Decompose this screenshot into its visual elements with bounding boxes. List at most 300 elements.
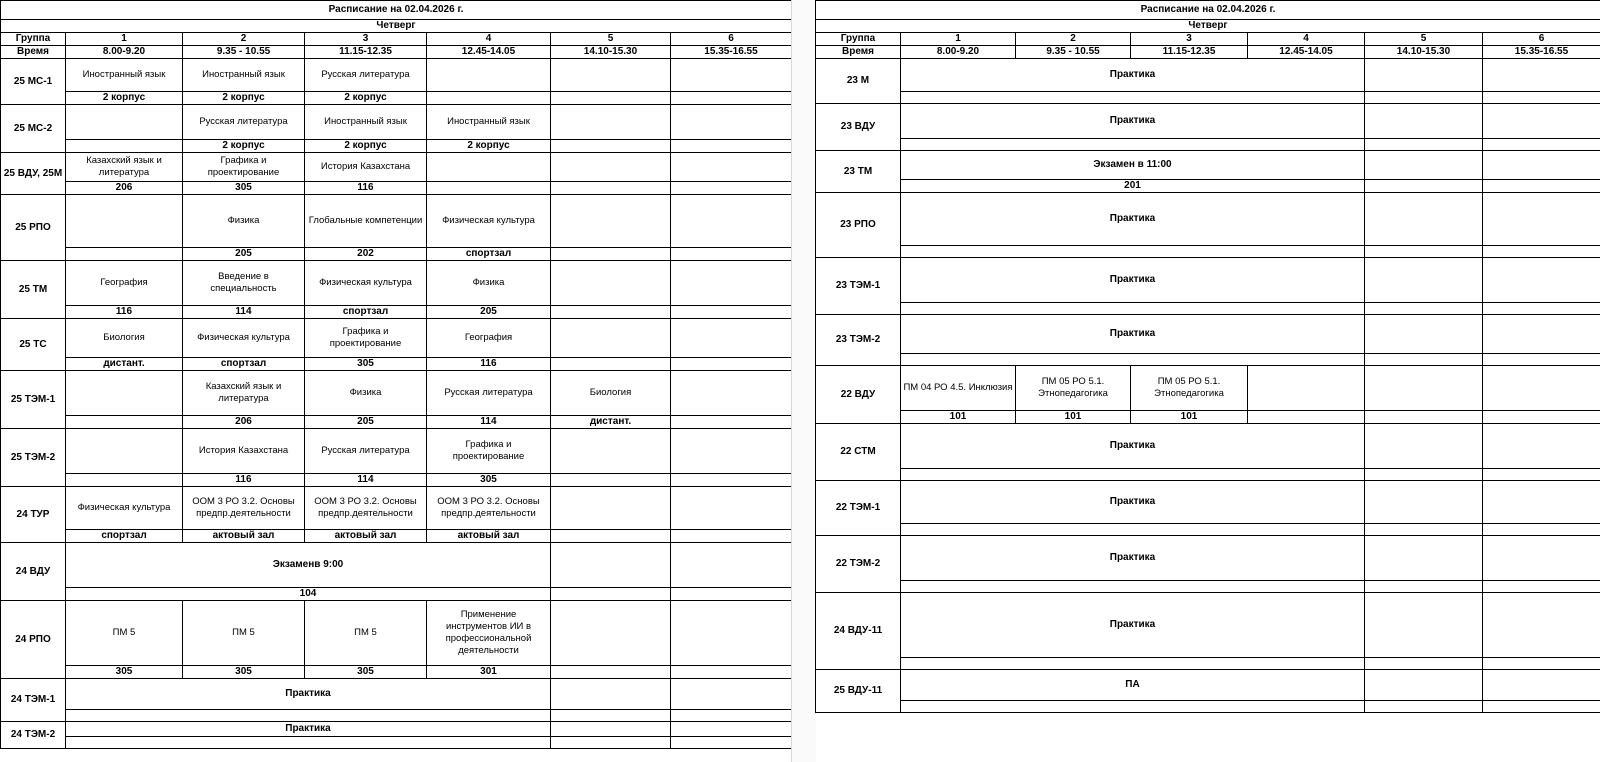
lesson-cell[interactable] [671, 679, 792, 710]
lesson-cell[interactable] [551, 195, 671, 248]
lesson-cell[interactable] [1365, 258, 1483, 303]
room-cell[interactable]: 305 [183, 182, 305, 195]
sheet-title[interactable]: Расписание на 02.04.2026 г. [1, 1, 792, 20]
lesson-cell[interactable] [427, 59, 551, 92]
merged-room-cell[interactable] [901, 581, 1365, 593]
merged-room-cell[interactable] [901, 354, 1365, 366]
lesson-cell[interactable]: Иностранный язык [305, 105, 427, 140]
group-cell[interactable]: 24 ТЭМ-1 [1, 679, 66, 722]
room-cell[interactable]: 206 [66, 182, 183, 195]
room-cell[interactable]: дистант. [66, 358, 183, 371]
lesson-cell[interactable] [1483, 104, 1600, 139]
room-cell[interactable]: 2 корпус [183, 92, 305, 105]
lesson-cell[interactable]: Русская литература [305, 429, 427, 474]
room-cell[interactable]: 116 [305, 182, 427, 195]
room-cell[interactable]: актовый зал [305, 530, 427, 543]
room-cell[interactable]: 2 корпус [305, 92, 427, 105]
room-cell[interactable] [671, 248, 792, 261]
lesson-cell[interactable]: География [66, 261, 183, 306]
room-cell[interactable]: 205 [183, 248, 305, 261]
schedule-row [816, 258, 1600, 303]
schedule-row [816, 670, 1600, 701]
pair-number-cell[interactable]: 1 [66, 33, 183, 46]
room-row [816, 581, 1600, 593]
schedule-row [816, 315, 1600, 354]
group-cell[interactable]: 25 ТС [1, 319, 66, 371]
room-cell[interactable] [551, 737, 671, 749]
lesson-cell[interactable] [551, 261, 671, 306]
merged-room-cell[interactable] [901, 246, 1365, 258]
room-cell[interactable] [551, 306, 671, 319]
room-row [1, 737, 792, 749]
room-cell[interactable]: 114 [183, 306, 305, 319]
merged-lesson-cell[interactable]: Практика [901, 593, 1365, 658]
time-cell[interactable]: 9.35 - 10.55 [183, 46, 305, 59]
merged-room-cell[interactable]: 201 [901, 180, 1365, 193]
room-row [816, 701, 1600, 713]
schedule-row [1, 543, 792, 588]
room-cell[interactable] [551, 92, 671, 105]
merged-lesson-cell[interactable]: Практика [66, 679, 551, 710]
room-cell[interactable] [551, 710, 671, 722]
lesson-cell[interactable] [66, 371, 183, 416]
lesson-cell[interactable] [1365, 366, 1483, 411]
merged-lesson-cell[interactable]: Практика [901, 193, 1365, 246]
day-header[interactable]: Четверг [1, 20, 792, 33]
group-cell[interactable]: 23 М [816, 59, 901, 104]
lesson-cell[interactable] [1483, 424, 1600, 469]
room-cell[interactable]: 2 корпус [305, 140, 427, 153]
room-cell[interactable] [671, 588, 792, 601]
room-cell[interactable] [551, 530, 671, 543]
merged-room-cell[interactable] [901, 92, 1365, 104]
lesson-cell[interactable]: Применение инструментов ИИ в профессиональной деятельности [427, 601, 551, 666]
lesson-cell[interactable]: ПМ 04 РО 4.5. Инклюзия [901, 366, 1016, 411]
room-cell[interactable]: 305 [427, 474, 551, 487]
room-cell[interactable]: 2 корпус [66, 92, 183, 105]
room-cell[interactable] [551, 666, 671, 679]
pair-number-cell[interactable]: 2 [1016, 33, 1131, 46]
group-header[interactable]: Группа [816, 33, 901, 46]
lesson-cell[interactable] [1483, 536, 1600, 581]
time-header[interactable]: Время [1, 46, 66, 59]
lesson-cell[interactable] [1483, 366, 1600, 411]
time-cell[interactable]: 8.00-9.20 [66, 46, 183, 59]
lesson-cell[interactable] [1483, 193, 1600, 246]
lesson-cell[interactable] [1248, 366, 1365, 411]
room-cell[interactable] [1483, 92, 1600, 104]
room-cell[interactable]: 116 [66, 306, 183, 319]
room-cell[interactable] [1483, 411, 1600, 424]
group-cell[interactable]: 23 ТЭМ-1 [816, 258, 901, 315]
schedule-row [1, 195, 792, 248]
lesson-cell[interactable]: ООМ 3 РО 3.2. Основы предпр.деятельности [427, 487, 551, 530]
lesson-cell[interactable]: Физика [427, 261, 551, 306]
pair-number-cell[interactable]: 6 [1483, 33, 1600, 46]
schedule-row [816, 59, 1600, 92]
lesson-cell[interactable]: Графика и проектирование [427, 429, 551, 474]
lesson-cell[interactable] [1365, 59, 1483, 92]
group-cell[interactable]: 24 ВДУ-11 [816, 593, 901, 670]
lesson-cell[interactable]: История Казахстана [305, 153, 427, 182]
room-cell[interactable]: 301 [427, 666, 551, 679]
room-cell[interactable] [1365, 92, 1483, 104]
group-cell[interactable]: 22 ТЭМ-1 [816, 481, 901, 536]
group-cell[interactable]: 25 ТМ [1, 261, 66, 319]
room-cell[interactable] [671, 358, 792, 371]
room-cell[interactable] [671, 737, 792, 749]
schedule-table [0, 0, 792, 749]
merged-lesson-cell[interactable]: Экзамен в 11:00 [901, 151, 1365, 180]
room-cell[interactable]: дистант. [551, 416, 671, 429]
lesson-cell[interactable] [671, 59, 792, 92]
lesson-cell[interactable]: ПМ 5 [305, 601, 427, 666]
room-cell[interactable] [671, 92, 792, 105]
pair-number-cell[interactable]: 5 [551, 33, 671, 46]
lesson-cell[interactable]: Биология [66, 319, 183, 358]
lesson-cell[interactable] [1365, 193, 1483, 246]
lesson-cell[interactable] [1365, 536, 1483, 581]
room-cell[interactable] [671, 530, 792, 543]
group-cell[interactable]: 24 РПО [1, 601, 66, 679]
room-cell[interactable] [1365, 469, 1483, 481]
lesson-cell[interactable] [671, 543, 792, 588]
merged-room-cell[interactable] [901, 139, 1365, 151]
room-cell[interactable]: 202 [305, 248, 427, 261]
room-row [816, 303, 1600, 315]
pair-number-cell[interactable]: 4 [1248, 33, 1365, 46]
group-cell[interactable]: 24 ВДУ [1, 543, 66, 601]
room-row [1, 248, 792, 261]
pair-number-cell[interactable]: 4 [427, 33, 551, 46]
room-cell[interactable] [1483, 469, 1600, 481]
lesson-cell[interactable]: ПМ 5 [183, 601, 305, 666]
room-row [816, 658, 1600, 670]
group-header[interactable]: Группа [1, 33, 66, 46]
room-cell[interactable] [1365, 180, 1483, 193]
group-cell[interactable]: 25 ТЭМ-1 [1, 371, 66, 429]
merged-room-cell[interactable] [66, 710, 551, 722]
lesson-cell[interactable]: Иностранный язык [183, 59, 305, 92]
room-cell[interactable]: актовый зал [427, 530, 551, 543]
pair-number-cell[interactable]: 3 [305, 33, 427, 46]
time-cell[interactable]: 11.15-12.35 [1131, 46, 1248, 59]
lesson-cell[interactable] [1483, 481, 1600, 524]
room-cell[interactable] [671, 306, 792, 319]
schedule-row [1, 371, 792, 416]
group-cell[interactable]: 25 ВДУ, 25М [1, 153, 66, 195]
group-cell[interactable]: 25 МС-2 [1, 105, 66, 153]
sheet-title[interactable]: Расписание на 02.04.2026 г. [816, 1, 1600, 20]
merged-lesson-cell[interactable]: Практика [901, 315, 1365, 354]
lesson-cell[interactable]: Русская литература [427, 371, 551, 416]
lesson-cell[interactable] [551, 601, 671, 666]
time-cell[interactable]: 12.45-14.05 [1248, 46, 1365, 59]
room-cell[interactable] [66, 474, 183, 487]
lesson-cell[interactable] [1483, 258, 1600, 303]
room-row [1, 358, 792, 371]
lesson-cell[interactable]: Иностранный язык [66, 59, 183, 92]
group-cell[interactable]: 23 ТМ [816, 151, 901, 193]
lesson-cell[interactable]: Казахский язык и литература [66, 153, 183, 182]
room-cell[interactable] [671, 474, 792, 487]
pair-number-cell[interactable]: 3 [1131, 33, 1248, 46]
room-cell[interactable]: 206 [183, 416, 305, 429]
room-cell[interactable] [427, 182, 551, 195]
lesson-cell[interactable]: Физическая культура [427, 195, 551, 248]
merged-room-cell[interactable] [901, 658, 1365, 670]
room-cell[interactable]: 101 [1016, 411, 1131, 424]
time-cell[interactable]: 14.10-15.30 [551, 46, 671, 59]
lesson-cell[interactable] [671, 105, 792, 140]
room-cell[interactable] [1483, 354, 1600, 366]
lesson-cell[interactable] [671, 429, 792, 474]
lesson-cell[interactable] [551, 487, 671, 530]
title-row [1, 1, 792, 20]
room-cell[interactable]: 305 [183, 666, 305, 679]
lesson-cell[interactable]: ООМ 3 РО 3.2. Основы предпр.деятельности [183, 487, 305, 530]
room-cell[interactable] [1483, 701, 1600, 713]
group-cell[interactable]: 25 ВДУ-11 [816, 670, 901, 713]
room-cell[interactable] [551, 182, 671, 195]
lesson-cell[interactable]: Физическая культура [183, 319, 305, 358]
lesson-cell[interactable]: Физика [183, 195, 305, 248]
merged-lesson-cell[interactable]: Практика [66, 722, 551, 737]
room-cell[interactable]: спортзал [183, 358, 305, 371]
room-cell[interactable]: 2 корпус [427, 140, 551, 153]
room-cell[interactable] [1483, 658, 1600, 670]
room-cell[interactable] [1483, 246, 1600, 258]
merged-room-cell[interactable] [901, 524, 1365, 536]
lesson-cell[interactable]: История Казахстана [183, 429, 305, 474]
lesson-cell[interactable] [1483, 151, 1600, 180]
room-cell[interactable]: 116 [183, 474, 305, 487]
group-cell[interactable]: 22 ТЭМ-2 [816, 536, 901, 593]
group-cell[interactable]: 25 ТЭМ-2 [1, 429, 66, 487]
lesson-cell[interactable] [1365, 670, 1483, 701]
time-cell[interactable]: 14.10-15.30 [1365, 46, 1483, 59]
time-cell[interactable]: 15.35-16.55 [671, 46, 792, 59]
lesson-cell[interactable] [551, 722, 671, 737]
room-cell[interactable]: 114 [427, 416, 551, 429]
merged-room-cell[interactable] [66, 737, 551, 749]
lesson-cell[interactable] [551, 679, 671, 710]
room-cell[interactable] [1365, 139, 1483, 151]
room-cell[interactable] [671, 416, 792, 429]
room-cell[interactable] [1365, 354, 1483, 366]
room-cell[interactable]: спортзал [427, 248, 551, 261]
lesson-cell[interactable]: Русская литература [183, 105, 305, 140]
room-cell[interactable] [1365, 524, 1483, 536]
lesson-cell[interactable] [1483, 670, 1600, 701]
room-cell[interactable] [1248, 411, 1365, 424]
room-cell[interactable] [1483, 180, 1600, 193]
merged-lesson-cell[interactable]: Практика [901, 59, 1365, 92]
lesson-cell[interactable] [1365, 151, 1483, 180]
group-cell[interactable]: 24 ТУР [1, 487, 66, 543]
merged-lesson-cell[interactable]: Практика [901, 481, 1365, 524]
room-cell[interactable] [66, 416, 183, 429]
room-cell[interactable] [1483, 524, 1600, 536]
lesson-cell[interactable] [671, 487, 792, 530]
lesson-cell[interactable]: Графика и проектирование [183, 153, 305, 182]
lesson-cell[interactable] [1365, 481, 1483, 524]
merged-lesson-cell[interactable]: Практика [901, 104, 1365, 139]
group-cell[interactable]: 23 ВДУ [816, 104, 901, 151]
merged-room-cell[interactable]: 104 [66, 588, 551, 601]
room-cell[interactable] [1483, 303, 1600, 315]
room-cell[interactable] [1365, 411, 1483, 424]
room-row [1, 710, 792, 722]
lesson-cell[interactable]: География [427, 319, 551, 358]
room-cell[interactable]: 305 [66, 666, 183, 679]
lesson-cell[interactable] [671, 722, 792, 737]
group-cell[interactable]: 22 ВДУ [816, 366, 901, 424]
room-cell[interactable] [1365, 581, 1483, 593]
merged-lesson-cell[interactable]: Практика [901, 424, 1365, 469]
lesson-cell[interactable] [671, 195, 792, 248]
room-cell[interactable] [1365, 303, 1483, 315]
group-cell[interactable]: 23 ТЭМ-2 [816, 315, 901, 366]
group-cell[interactable]: 22 СТМ [816, 424, 901, 481]
pair-number-cell[interactable]: 1 [901, 33, 1016, 46]
schedule-row [816, 366, 1600, 411]
pair-number-cell[interactable]: 2 [183, 33, 305, 46]
lesson-cell[interactable]: Казахский язык и литература [183, 371, 305, 416]
room-cell[interactable] [551, 140, 671, 153]
merged-room-cell[interactable] [901, 303, 1365, 315]
room-cell[interactable] [1365, 701, 1483, 713]
time-cell[interactable]: 8.00-9.20 [901, 46, 1016, 59]
room-cell[interactable]: 305 [305, 666, 427, 679]
merged-room-cell[interactable] [901, 469, 1365, 481]
lesson-cell[interactable] [551, 543, 671, 588]
group-cell[interactable]: 25 МС-1 [1, 59, 66, 105]
room-cell[interactable]: актовый зал [183, 530, 305, 543]
time-cell[interactable]: 12.45-14.05 [427, 46, 551, 59]
time-row [816, 46, 1600, 59]
pair-number-row [1, 33, 792, 46]
lesson-cell[interactable] [1483, 315, 1600, 354]
time-cell[interactable]: 11.15-12.35 [305, 46, 427, 59]
lesson-cell[interactable] [66, 429, 183, 474]
room-row [1, 416, 792, 429]
room-cell[interactable]: 101 [1131, 411, 1248, 424]
lesson-cell[interactable] [551, 59, 671, 92]
room-row [816, 524, 1600, 536]
lesson-cell[interactable] [671, 601, 792, 666]
lesson-cell[interactable]: ПМ 05 РО 5.1. Этнопедагогика [1016, 366, 1131, 411]
lesson-cell[interactable] [671, 371, 792, 416]
lesson-cell[interactable]: Иностранный язык [427, 105, 551, 140]
group-cell[interactable]: 25 РПО [1, 195, 66, 261]
lesson-cell[interactable]: ПМ 05 РО 5.1. Этнопедагогика [1131, 366, 1248, 411]
pair-number-cell[interactable]: 5 [1365, 33, 1483, 46]
day-header[interactable]: Четверг [816, 20, 1600, 33]
lesson-cell[interactable] [1365, 424, 1483, 469]
merged-lesson-cell[interactable]: Практика [901, 258, 1365, 303]
lesson-cell[interactable]: Физическая культура [66, 487, 183, 530]
room-cell[interactable] [551, 358, 671, 371]
room-cell[interactable] [551, 474, 671, 487]
lesson-cell[interactable]: Русская литература [305, 59, 427, 92]
lesson-cell[interactable] [1365, 104, 1483, 139]
room-cell[interactable] [427, 92, 551, 105]
room-cell[interactable] [551, 588, 671, 601]
room-cell[interactable]: 205 [427, 306, 551, 319]
room-cell[interactable] [1365, 658, 1483, 670]
merged-lesson-cell[interactable]: ПА [901, 670, 1365, 701]
pair-number-cell[interactable]: 6 [671, 33, 792, 46]
room-cell[interactable]: 101 [901, 411, 1016, 424]
room-cell[interactable]: 114 [305, 474, 427, 487]
room-cell[interactable] [671, 710, 792, 722]
room-row [1, 182, 792, 195]
room-cell[interactable]: 205 [305, 416, 427, 429]
merged-room-cell[interactable] [901, 701, 1365, 713]
room-cell[interactable] [66, 140, 183, 153]
room-cell[interactable] [1483, 581, 1600, 593]
room-cell[interactable] [1365, 246, 1483, 258]
lesson-cell[interactable] [66, 105, 183, 140]
lesson-cell[interactable] [427, 153, 551, 182]
lesson-cell[interactable] [1483, 593, 1600, 658]
schedule-row [816, 193, 1600, 246]
room-cell[interactable]: 305 [305, 358, 427, 371]
room-row [1, 140, 792, 153]
lesson-cell[interactable]: ООМ 3 РО 3.2. Основы предпр.деятельности [305, 487, 427, 530]
lesson-cell[interactable] [671, 261, 792, 306]
room-cell[interactable]: 2 корпус [183, 140, 305, 153]
lesson-cell[interactable]: Биология [551, 371, 671, 416]
time-cell[interactable]: 15.35-16.55 [1483, 46, 1600, 59]
room-row [1, 474, 792, 487]
lesson-cell[interactable] [671, 319, 792, 358]
group-cell[interactable]: 24 ТЭМ-2 [1, 722, 66, 749]
room-cell[interactable] [671, 182, 792, 195]
lesson-cell[interactable] [671, 153, 792, 182]
room-cell[interactable]: 116 [427, 358, 551, 371]
room-cell[interactable] [551, 248, 671, 261]
time-header[interactable]: Время [816, 46, 901, 59]
room-cell[interactable]: спортзал [305, 306, 427, 319]
day-row [1, 20, 792, 33]
merged-lesson-cell[interactable]: Практика [901, 536, 1365, 581]
lesson-cell[interactable] [1365, 315, 1483, 354]
lesson-cell[interactable] [551, 153, 671, 182]
lesson-cell[interactable]: Глобальные компетенции [305, 195, 427, 248]
room-cell[interactable] [671, 666, 792, 679]
lesson-cell[interactable]: Введение в специальность [183, 261, 305, 306]
lesson-cell[interactable]: Графика и проектирование [305, 319, 427, 358]
time-cell[interactable]: 9.35 - 10.55 [1016, 46, 1131, 59]
lesson-cell[interactable] [551, 429, 671, 474]
merged-lesson-cell[interactable]: Экзаменв 9:00 [66, 543, 551, 588]
lesson-cell[interactable] [551, 319, 671, 358]
lesson-cell[interactable] [66, 195, 183, 248]
room-cell[interactable] [1483, 139, 1600, 151]
group-cell[interactable]: 23 РПО [816, 193, 901, 258]
lesson-cell[interactable] [1365, 593, 1483, 658]
room-cell[interactable]: спортзал [66, 530, 183, 543]
lesson-cell[interactable]: ПМ 5 [66, 601, 183, 666]
lesson-cell[interactable]: Физика [305, 371, 427, 416]
lesson-cell[interactable] [551, 105, 671, 140]
lesson-cell[interactable] [1483, 59, 1600, 92]
room-cell[interactable] [671, 140, 792, 153]
lesson-cell[interactable]: Физическая культура [305, 261, 427, 306]
room-cell[interactable] [66, 248, 183, 261]
